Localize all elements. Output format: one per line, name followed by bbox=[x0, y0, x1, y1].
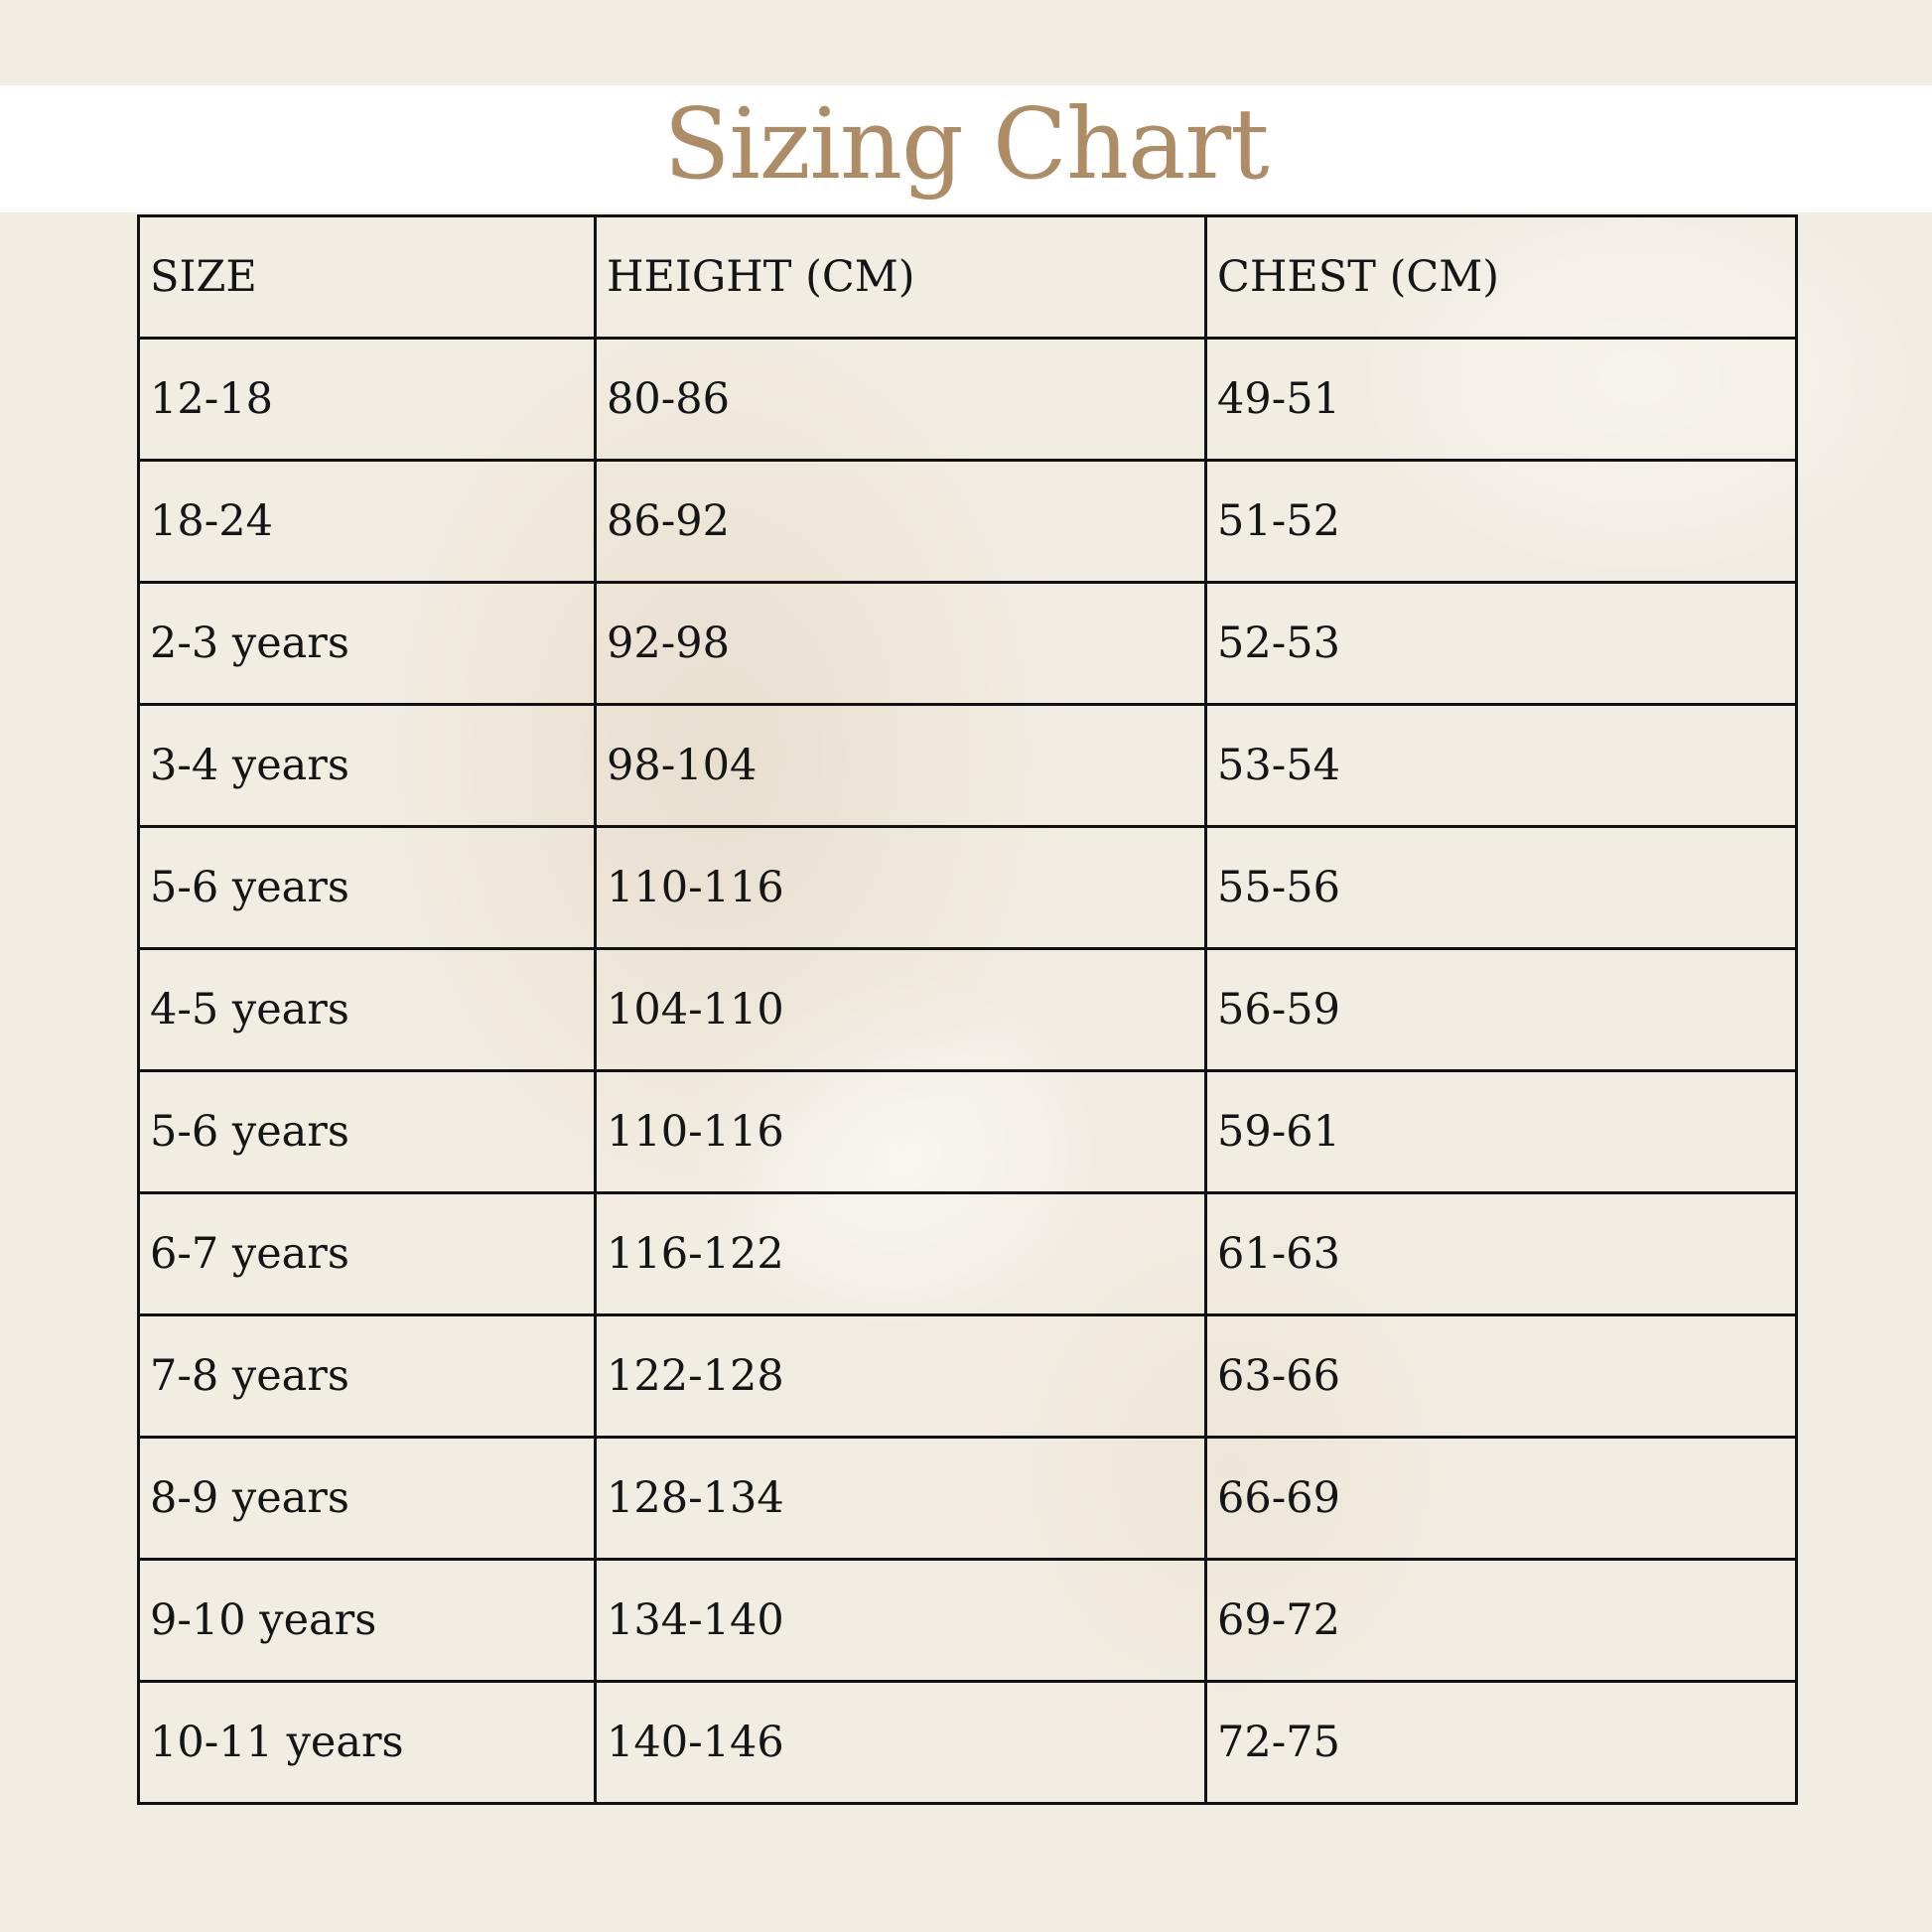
cell-chest: 52-53 bbox=[1206, 583, 1797, 705]
cell-height: 128-134 bbox=[596, 1438, 1206, 1560]
cell-size: 6-7 years bbox=[139, 1193, 596, 1315]
table-header-row bbox=[139, 216, 1797, 339]
cell-height: 80-86 bbox=[596, 339, 1206, 461]
table-row bbox=[139, 827, 1797, 949]
cell-height: 122-128 bbox=[596, 1315, 1206, 1438]
table-row bbox=[139, 1438, 1797, 1560]
table-row bbox=[139, 1193, 1797, 1315]
cell-chest: 72-75 bbox=[1206, 1682, 1797, 1804]
cell-height: 98-104 bbox=[596, 705, 1206, 827]
cell-size: 8-9 years bbox=[139, 1438, 596, 1560]
page-title: Sizing Chart bbox=[663, 88, 1269, 202]
cell-chest: 56-59 bbox=[1206, 949, 1797, 1071]
cell-size: 5-6 years bbox=[139, 1071, 596, 1193]
cell-chest: 55-56 bbox=[1206, 827, 1797, 949]
size-table-container bbox=[137, 214, 1798, 1805]
cell-chest: 51-52 bbox=[1206, 461, 1797, 583]
title-band bbox=[0, 85, 1932, 212]
cell-size: 10-11 years bbox=[139, 1682, 596, 1804]
table-row bbox=[139, 583, 1797, 705]
table-row bbox=[139, 949, 1797, 1071]
cell-size: 9-10 years bbox=[139, 1560, 596, 1682]
cell-chest: 66-69 bbox=[1206, 1438, 1797, 1560]
cell-height: 92-98 bbox=[596, 583, 1206, 705]
cell-chest: 61-63 bbox=[1206, 1193, 1797, 1315]
header-height: HEIGHT (CM) bbox=[596, 216, 1206, 339]
table-row bbox=[139, 1071, 1797, 1193]
cell-height: 110-116 bbox=[596, 1071, 1206, 1193]
cell-chest: 53-54 bbox=[1206, 705, 1797, 827]
cell-height: 86-92 bbox=[596, 461, 1206, 583]
table-row bbox=[139, 1682, 1797, 1804]
cell-size: 3-4 years bbox=[139, 705, 596, 827]
cell-size: 18-24 bbox=[139, 461, 596, 583]
cell-height: 104-110 bbox=[596, 949, 1206, 1071]
cell-height: 116-122 bbox=[596, 1193, 1206, 1315]
cell-chest: 59-61 bbox=[1206, 1071, 1797, 1193]
size-table bbox=[137, 214, 1798, 1805]
table-row bbox=[139, 339, 1797, 461]
cell-size: 4-5 years bbox=[139, 949, 596, 1071]
table-row bbox=[139, 461, 1797, 583]
cell-chest: 69-72 bbox=[1206, 1560, 1797, 1682]
cell-size: 12-18 bbox=[139, 339, 596, 461]
header-chest: CHEST (CM) bbox=[1206, 216, 1797, 339]
cell-chest: 49-51 bbox=[1206, 339, 1797, 461]
cell-height: 110-116 bbox=[596, 827, 1206, 949]
cell-size: 2-3 years bbox=[139, 583, 596, 705]
cell-chest: 63-66 bbox=[1206, 1315, 1797, 1438]
cell-height: 140-146 bbox=[596, 1682, 1206, 1804]
cell-height: 134-140 bbox=[596, 1560, 1206, 1682]
cell-size: 5-6 years bbox=[139, 827, 596, 949]
cell-size: 7-8 years bbox=[139, 1315, 596, 1438]
table-row bbox=[139, 705, 1797, 827]
header-size: SIZE bbox=[139, 216, 596, 339]
table-row bbox=[139, 1560, 1797, 1682]
table-row bbox=[139, 1315, 1797, 1438]
